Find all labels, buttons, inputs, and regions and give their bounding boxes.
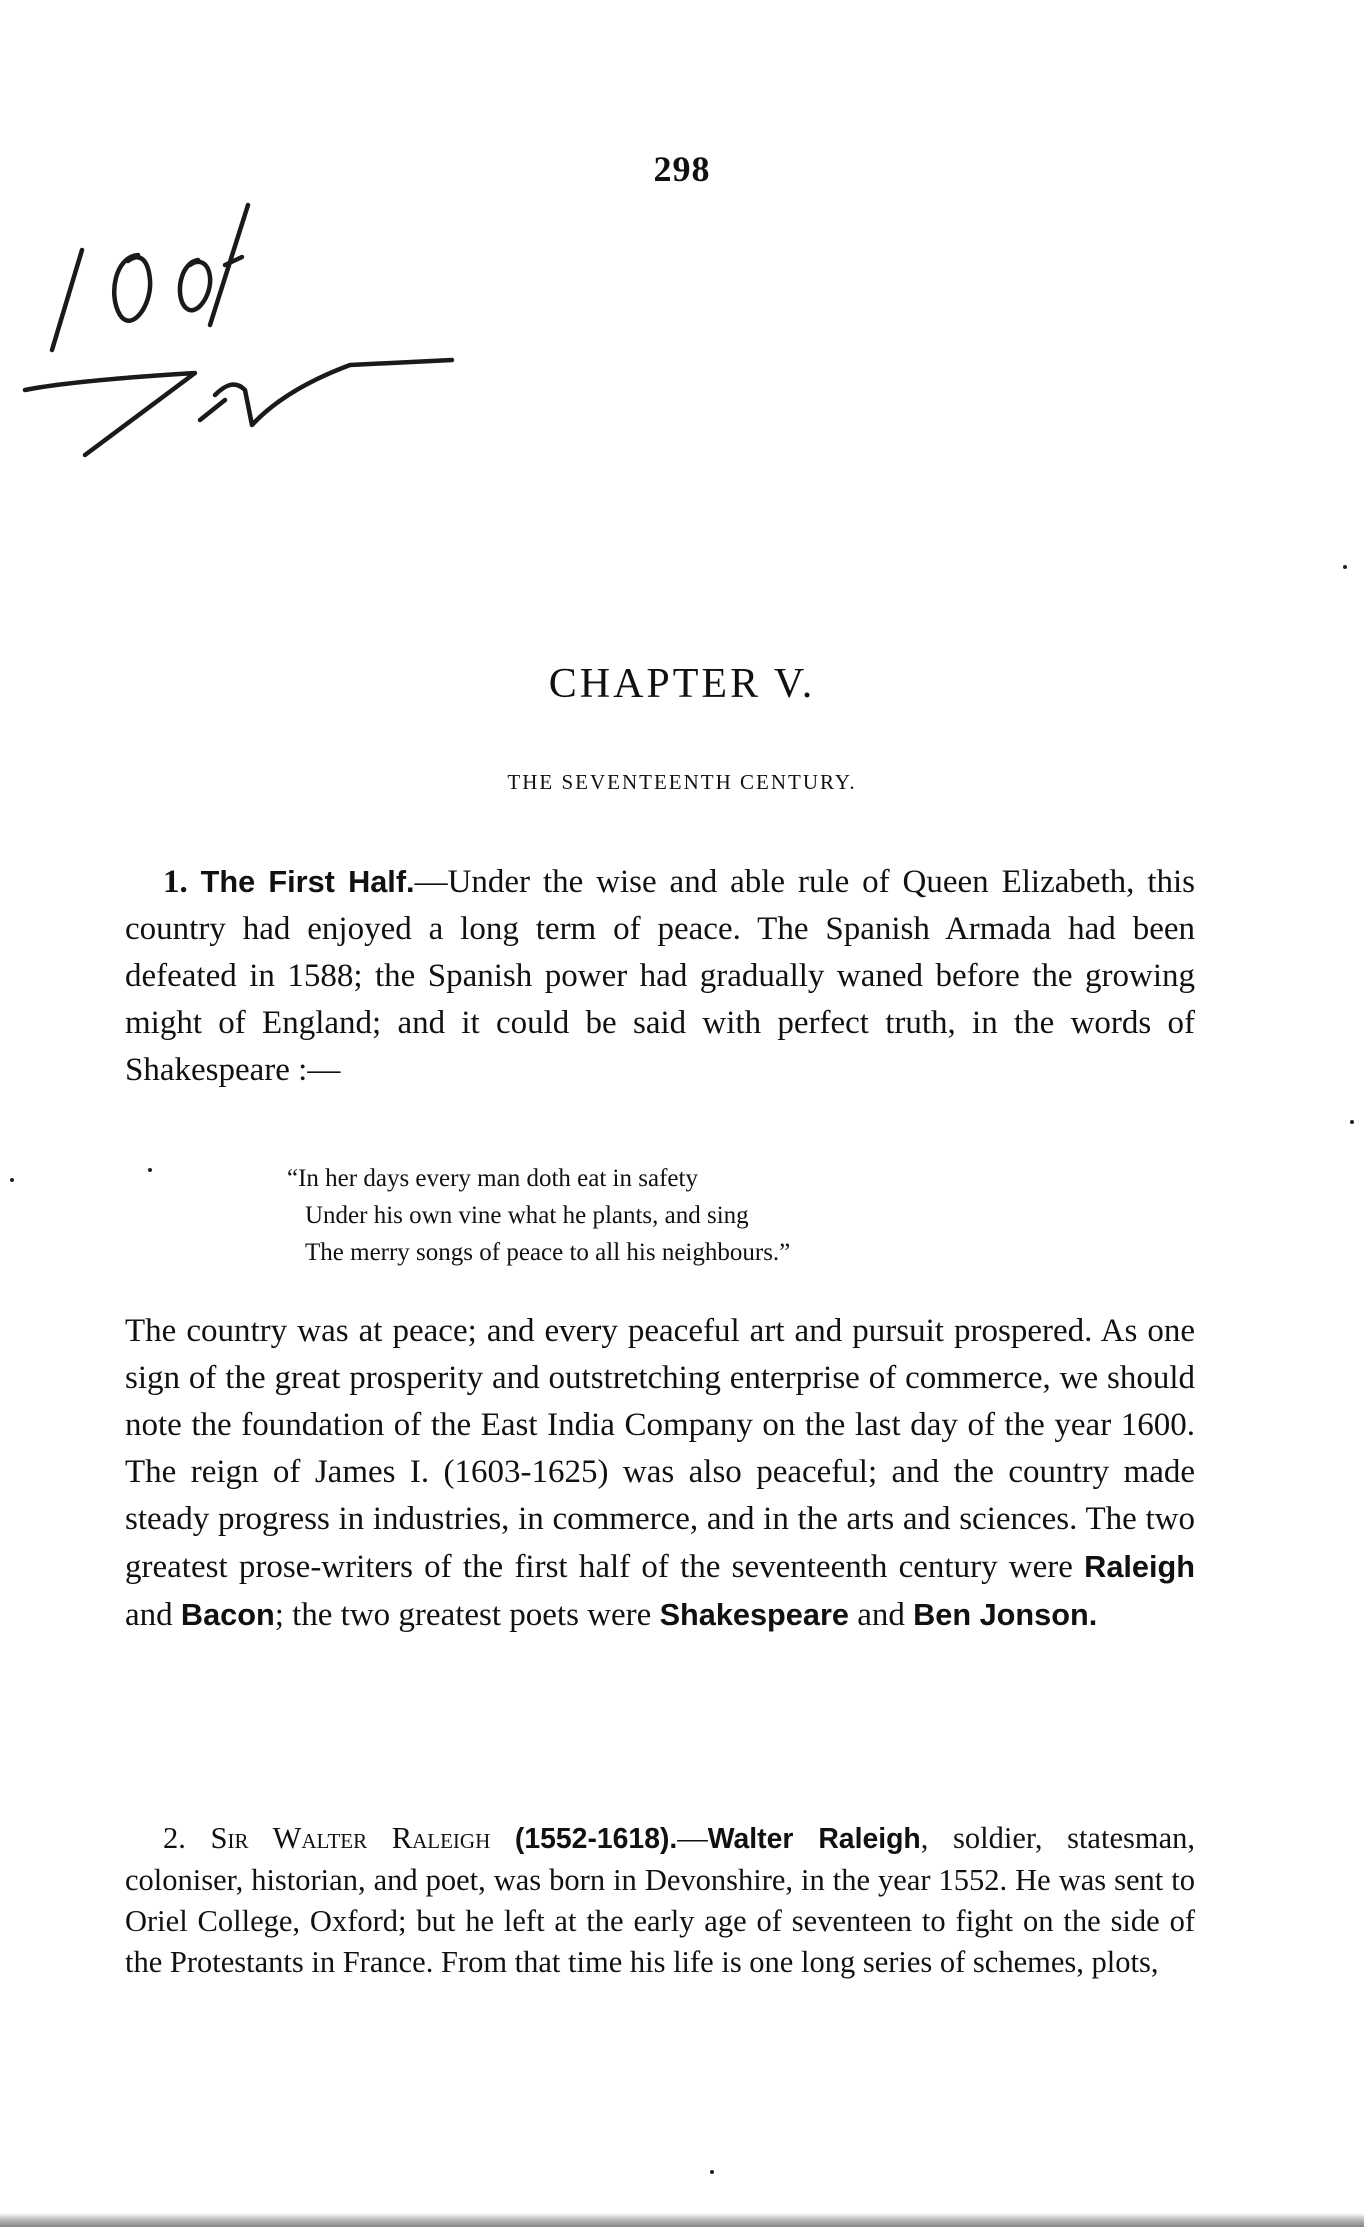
page-bottom-edge (0, 2213, 1364, 2227)
print-speck (10, 1178, 14, 1182)
section-2-number: 2. (163, 1821, 186, 1855)
page-number: 298 (653, 149, 711, 189)
name-raleigh: Raleigh (1084, 1549, 1195, 1584)
shakespeare-quote (287, 1160, 1105, 1271)
name-bacon: Bacon (180, 1597, 275, 1632)
section-1-text-a: —Under the wise and able rule of Queen Elizabeth, this country had enjoyed a long term of peace. The Spanish Armada had been defeated in 1588; the Spanish power had gradually waned before the growing might of England; and it could be said with perfect truth, in the words of Shakespeare :— (125, 864, 1196, 1088)
print-speck (710, 2170, 714, 2174)
section-1-number: 1. (163, 864, 188, 900)
section-2-dates: (1552-1618). (514, 1823, 678, 1855)
print-speck (1343, 565, 1347, 569)
section-2-dash: — (677, 1821, 708, 1855)
conjunction: and (848, 1597, 914, 1633)
name-ben-jonson: Ben Jonson. (913, 1597, 1098, 1632)
handwriting-strokes (20, 195, 460, 475)
section-2-raleigh (125, 1818, 1195, 1983)
section-2-text: , soldier, statesman, coloniser, historian, and poet, was born in Devonshire, in the year 1552. He was sent to Oriel College, Oxford; but he left at the early age of seventeen to fight on the side of the Protestants in France. From that time his life is one long series of schemes, plots, (125, 1821, 1195, 1979)
section-1-intro (125, 858, 1195, 1094)
quote-line: The merry songs of peace to all his neighbours.” (305, 1239, 791, 1266)
name-shakespeare: Shakespeare (659, 1597, 849, 1632)
chapter-title: CHAPTER V. (548, 661, 816, 707)
chapter-subtitle: THE SEVENTEENTH CENTURY. (507, 770, 857, 794)
section-1-heading: The First Half. (200, 864, 415, 899)
quote-line: “In her days every man doth eat in safety (287, 1165, 698, 1192)
section-1-text-c: ; the two greatest poets were (274, 1597, 660, 1633)
print-speck (1350, 1120, 1354, 1124)
section-1-text-b: The country was at peace; and every peaceful art and pursuit prospered. As one sign of the great prosperity and outstretching enterprise of commerce, we should note the foundation of the East India Company on the last day of the year 1600. The reign of James I. (1603-1625) was also peaceful; and the country made steady progress in industries, in commerce, and in the arts and sciences. The two greatest prose-writers of the first half of the seventeenth century were (125, 1313, 1195, 1585)
handwritten-annotation (20, 195, 460, 475)
quote-line: Under his own vine what he plants, and sing (305, 1202, 749, 1229)
conjunction: and (125, 1597, 181, 1633)
section-1-continuation (125, 1308, 1195, 1639)
section-2-heading: Sir Walter Raleigh (210, 1821, 491, 1855)
print-speck (148, 1168, 152, 1172)
section-2-name: Walter Raleigh (707, 1823, 921, 1855)
